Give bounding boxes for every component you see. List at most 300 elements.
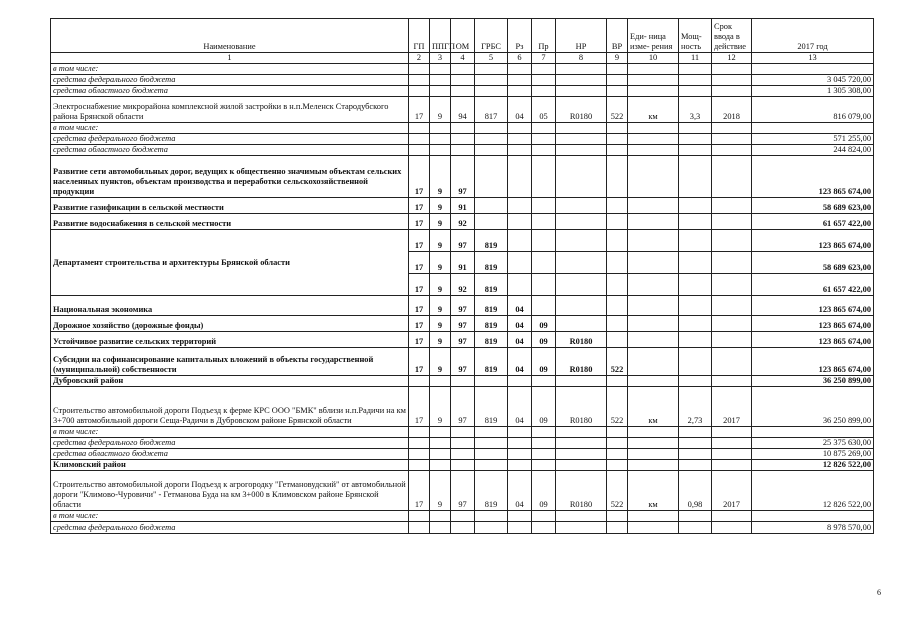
cell-ppgp	[430, 438, 451, 449]
cell-nr	[556, 64, 607, 75]
cell-om	[451, 145, 475, 156]
row-name: средства федерального бюджета	[51, 75, 409, 86]
cell-ppgp	[430, 145, 451, 156]
cell-unit	[628, 449, 679, 460]
cell-grbs	[475, 86, 508, 97]
cell-rz	[508, 64, 532, 75]
cell-grbs: 819	[475, 316, 508, 332]
cell-power	[679, 348, 712, 376]
cell-unit	[628, 64, 679, 75]
cell-nr	[556, 214, 607, 230]
cell-pr	[532, 438, 556, 449]
cell-amount: 244 824,00	[752, 145, 874, 156]
cell-ppgp	[430, 511, 451, 522]
cell-unit	[628, 134, 679, 145]
cell-amount: 25 375 630,00	[752, 438, 874, 449]
cell-pr	[532, 156, 556, 198]
cell-unit	[628, 274, 679, 296]
cell-term	[712, 214, 752, 230]
cell-amount: 123 865 674,00	[752, 156, 874, 198]
cell-ppgp	[430, 376, 451, 387]
cell-amount: 571 255,00	[752, 134, 874, 145]
row-name: Строительство автомобильной дороги Подъезд к ферме КРС ООО "БМК" вблизи н.п.Радичи на км 3+700 автомобильной дороги Сеща-Радичи в Дубровском районе Брянской области	[51, 387, 409, 427]
cell-term: 2017	[712, 471, 752, 511]
cell-grbs	[475, 123, 508, 134]
cell-term	[712, 123, 752, 134]
cell-vr: 522	[607, 97, 628, 123]
cell-term	[712, 296, 752, 316]
cell-power	[679, 427, 712, 438]
cell-om	[451, 460, 475, 471]
cell-grbs	[475, 134, 508, 145]
row-name: средства областного бюджета	[51, 86, 409, 97]
cell-amount: 816 079,00	[752, 97, 874, 123]
cell-vr	[607, 316, 628, 332]
cell-gp: 17	[409, 214, 430, 230]
cell-om: 92	[451, 274, 475, 296]
cell-rz	[508, 198, 532, 214]
cell-amount: 1 305 308,00	[752, 86, 874, 97]
cell-rz	[508, 145, 532, 156]
cell-rz	[508, 427, 532, 438]
cell-term	[712, 522, 752, 534]
cell-ppgp: 9	[430, 296, 451, 316]
cell-pr	[532, 230, 556, 252]
cell-pr	[532, 252, 556, 274]
cell-gp	[409, 427, 430, 438]
cell-grbs: 819	[475, 274, 508, 296]
cell-grbs: 819	[475, 230, 508, 252]
cell-power: 3,3	[679, 97, 712, 123]
row-name: Дорожное хозяйство (дорожные фонды)	[51, 316, 409, 332]
table-row	[51, 471, 874, 511]
cell-om	[451, 376, 475, 387]
cell-power	[679, 230, 712, 252]
table-row	[51, 348, 874, 376]
cell-power	[679, 511, 712, 522]
cell-om: 97	[451, 332, 475, 348]
cell-vr	[607, 156, 628, 198]
header-ppgp: ППГП	[430, 19, 451, 53]
cell-vr	[607, 296, 628, 316]
cell-ppgp: 9	[430, 471, 451, 511]
cell-rz	[508, 230, 532, 252]
cell-nr	[556, 252, 607, 274]
cell-term	[712, 156, 752, 198]
cell-term	[712, 511, 752, 522]
cell-grbs: 819	[475, 348, 508, 376]
cell-unit	[628, 156, 679, 198]
table-row	[51, 156, 874, 198]
cell-vr	[607, 86, 628, 97]
cell-term	[712, 316, 752, 332]
colnum: 1	[51, 53, 409, 64]
cell-amount: 61 657 422,00	[752, 274, 874, 296]
row-name: средства федерального бюджета	[51, 438, 409, 449]
colnum: 8	[556, 53, 607, 64]
cell-nr	[556, 274, 607, 296]
cell-grbs	[475, 145, 508, 156]
cell-rz	[508, 134, 532, 145]
cell-pr	[532, 64, 556, 75]
cell-ppgp: 9	[430, 156, 451, 198]
cell-vr	[607, 427, 628, 438]
table-row	[51, 86, 874, 97]
cell-pr	[532, 145, 556, 156]
cell-rz	[508, 376, 532, 387]
cell-gp: 17	[409, 316, 430, 332]
cell-amount	[752, 511, 874, 522]
cell-om	[451, 64, 475, 75]
cell-unit	[628, 522, 679, 534]
cell-unit	[628, 86, 679, 97]
cell-power	[679, 75, 712, 86]
cell-nr	[556, 145, 607, 156]
header-unit: Еди- ница изме- рения	[628, 19, 679, 53]
cell-rz	[508, 438, 532, 449]
cell-amount: 58 689 623,00	[752, 198, 874, 214]
cell-nr	[556, 522, 607, 534]
cell-ppgp: 9	[430, 214, 451, 230]
cell-nr	[556, 198, 607, 214]
cell-grbs	[475, 64, 508, 75]
cell-vr	[607, 214, 628, 230]
cell-grbs	[475, 75, 508, 86]
cell-gp	[409, 86, 430, 97]
header-row	[51, 19, 874, 53]
cell-gp	[409, 376, 430, 387]
cell-grbs	[475, 438, 508, 449]
cell-pr	[532, 214, 556, 230]
cell-term	[712, 332, 752, 348]
cell-rz: 04	[508, 296, 532, 316]
cell-grbs: 819	[475, 252, 508, 274]
cell-pr	[532, 427, 556, 438]
cell-om: 97	[451, 471, 475, 511]
cell-vr	[607, 376, 628, 387]
cell-power	[679, 316, 712, 332]
cell-vr	[607, 460, 628, 471]
cell-power	[679, 332, 712, 348]
cell-om: 91	[451, 252, 475, 274]
cell-power	[679, 522, 712, 534]
cell-rz	[508, 460, 532, 471]
cell-pr	[532, 522, 556, 534]
colnum: 12	[712, 53, 752, 64]
cell-power	[679, 252, 712, 274]
cell-gp	[409, 449, 430, 460]
cell-pr	[532, 460, 556, 471]
cell-pr	[532, 376, 556, 387]
cell-pr: 09	[532, 348, 556, 376]
cell-nr: R0180	[556, 332, 607, 348]
cell-nr	[556, 376, 607, 387]
cell-gp	[409, 64, 430, 75]
table-row	[51, 522, 874, 534]
table-row	[51, 316, 874, 332]
budget-table	[50, 18, 874, 534]
cell-amount: 123 865 674,00	[752, 332, 874, 348]
cell-om	[451, 427, 475, 438]
cell-ppgp	[430, 460, 451, 471]
cell-power: 0,98	[679, 471, 712, 511]
cell-gp	[409, 134, 430, 145]
cell-gp	[409, 522, 430, 534]
cell-rz: 04	[508, 332, 532, 348]
header-term: Срок ввода в действие	[712, 19, 752, 53]
cell-pr	[532, 75, 556, 86]
cell-power	[679, 64, 712, 75]
cell-rz: 04	[508, 348, 532, 376]
cell-vr	[607, 123, 628, 134]
cell-rz: 04	[508, 97, 532, 123]
cell-vr	[607, 449, 628, 460]
cell-gp: 17	[409, 296, 430, 316]
cell-ppgp: 9	[430, 198, 451, 214]
cell-gp: 17	[409, 332, 430, 348]
cell-nr	[556, 230, 607, 252]
cell-ppgp: 9	[430, 316, 451, 332]
cell-gp: 17	[409, 387, 430, 427]
cell-gp: 17	[409, 348, 430, 376]
cell-pr: 09	[532, 387, 556, 427]
cell-gp	[409, 145, 430, 156]
cell-ppgp: 9	[430, 348, 451, 376]
cell-pr: 05	[532, 97, 556, 123]
cell-amount: 12 826 522,00	[752, 471, 874, 511]
row-name: Развитие газификации в сельской местности	[51, 198, 409, 214]
cell-term	[712, 145, 752, 156]
colnum: 10	[628, 53, 679, 64]
row-name: Дубровский район	[51, 376, 409, 387]
cell-grbs	[475, 198, 508, 214]
cell-nr	[556, 449, 607, 460]
cell-term	[712, 274, 752, 296]
cell-ppgp: 9	[430, 387, 451, 427]
cell-power	[679, 296, 712, 316]
row-name: Электроснабжение микрорайона комплексной жилой застройки в н.п.Меленск Стародубского района Брянской области	[51, 97, 409, 123]
cell-term	[712, 230, 752, 252]
row-name: средства федерального бюджета	[51, 522, 409, 534]
cell-term	[712, 198, 752, 214]
table-row	[51, 438, 874, 449]
cell-nr: R0180	[556, 387, 607, 427]
cell-gp: 17	[409, 230, 430, 252]
header-nr: НР	[556, 19, 607, 53]
cell-term	[712, 427, 752, 438]
cell-unit	[628, 438, 679, 449]
cell-rz	[508, 156, 532, 198]
cell-grbs	[475, 214, 508, 230]
cell-vr: 522	[607, 348, 628, 376]
cell-pr	[532, 511, 556, 522]
cell-grbs	[475, 427, 508, 438]
cell-gp	[409, 75, 430, 86]
cell-om	[451, 86, 475, 97]
cell-term	[712, 64, 752, 75]
cell-rz	[508, 511, 532, 522]
row-name: в том числе:	[51, 511, 409, 522]
colnum: 13	[752, 53, 874, 64]
cell-gp	[409, 123, 430, 134]
column-number-row	[51, 53, 874, 64]
cell-gp	[409, 438, 430, 449]
cell-gp: 17	[409, 274, 430, 296]
cell-rz	[508, 86, 532, 97]
cell-vr	[607, 198, 628, 214]
row-name: Субсидии на софинансирование капитальных вложений в объекты государственной (муниципальной) собственности	[51, 348, 409, 376]
cell-rz: 04	[508, 471, 532, 511]
header-gp: ГП	[409, 19, 430, 53]
table-row	[51, 511, 874, 522]
cell-rz: 04	[508, 387, 532, 427]
cell-rz	[508, 522, 532, 534]
header-year: 2017 год	[752, 19, 874, 53]
header-power: Мощ- ность	[679, 19, 712, 53]
cell-unit	[628, 376, 679, 387]
cell-nr	[556, 316, 607, 332]
cell-amount: 10 875 269,00	[752, 449, 874, 460]
table-row	[51, 145, 874, 156]
cell-unit	[628, 332, 679, 348]
cell-grbs	[475, 511, 508, 522]
cell-gp: 17	[409, 97, 430, 123]
cell-vr	[607, 64, 628, 75]
cell-power	[679, 274, 712, 296]
colnum: 3	[430, 53, 451, 64]
cell-grbs	[475, 449, 508, 460]
cell-nr	[556, 438, 607, 449]
cell-om: 97	[451, 296, 475, 316]
table-row	[51, 64, 874, 75]
department-name: Департамент строительства и архитектуры Брянской области	[51, 230, 409, 296]
cell-vr	[607, 252, 628, 274]
cell-om: 92	[451, 214, 475, 230]
header-pr: Пр	[532, 19, 556, 53]
cell-term	[712, 252, 752, 274]
cell-rz	[508, 214, 532, 230]
cell-power	[679, 198, 712, 214]
cell-amount: 123 865 674,00	[752, 348, 874, 376]
cell-term	[712, 438, 752, 449]
cell-power	[679, 156, 712, 198]
row-name: средства областного бюджета	[51, 145, 409, 156]
table-row	[51, 75, 874, 86]
cell-ppgp: 9	[430, 332, 451, 348]
cell-om: 97	[451, 156, 475, 198]
page-number: 6	[877, 588, 881, 597]
cell-vr	[607, 332, 628, 348]
table-row	[51, 97, 874, 123]
colnum: 7	[532, 53, 556, 64]
cell-rz	[508, 123, 532, 134]
cell-vr	[607, 522, 628, 534]
cell-vr	[607, 438, 628, 449]
cell-pr	[532, 449, 556, 460]
cell-gp	[409, 511, 430, 522]
row-name: Климовский район	[51, 460, 409, 471]
cell-unit	[628, 75, 679, 86]
cell-vr	[607, 145, 628, 156]
cell-pr	[532, 123, 556, 134]
cell-gp: 17	[409, 471, 430, 511]
cell-term	[712, 86, 752, 97]
table-row	[51, 387, 874, 427]
cell-ppgp: 9	[430, 97, 451, 123]
cell-unit	[628, 427, 679, 438]
cell-ppgp	[430, 123, 451, 134]
cell-term	[712, 376, 752, 387]
cell-om: 91	[451, 198, 475, 214]
cell-pr: 09	[532, 332, 556, 348]
row-name: Устойчивое развитие сельских территорий	[51, 332, 409, 348]
cell-pr	[532, 274, 556, 296]
cell-amount: 123 865 674,00	[752, 230, 874, 252]
cell-pr	[532, 134, 556, 145]
header-grbs: ГРБС	[475, 19, 508, 53]
cell-vr	[607, 274, 628, 296]
cell-grbs	[475, 376, 508, 387]
colnum: 4	[451, 53, 475, 64]
cell-term	[712, 449, 752, 460]
cell-amount: 36 250 899,00	[752, 387, 874, 427]
cell-amount	[752, 64, 874, 75]
cell-term	[712, 75, 752, 86]
cell-amount	[752, 123, 874, 134]
cell-om	[451, 75, 475, 86]
cell-ppgp	[430, 75, 451, 86]
cell-rz	[508, 449, 532, 460]
header-om: ОМ	[451, 19, 475, 53]
cell-nr: R0180	[556, 348, 607, 376]
cell-unit	[628, 198, 679, 214]
table-body	[51, 19, 874, 534]
cell-om: 97	[451, 387, 475, 427]
cell-nr: R0180	[556, 97, 607, 123]
table-row	[51, 230, 874, 252]
cell-nr	[556, 296, 607, 316]
cell-ppgp	[430, 86, 451, 97]
cell-grbs: 819	[475, 471, 508, 511]
colnum: 5	[475, 53, 508, 64]
cell-rz	[508, 75, 532, 86]
cell-amount: 36 250 899,00	[752, 376, 874, 387]
table-row	[51, 198, 874, 214]
cell-ppgp: 9	[430, 230, 451, 252]
cell-om	[451, 123, 475, 134]
cell-gp: 17	[409, 252, 430, 274]
cell-ppgp	[430, 449, 451, 460]
cell-amount: 61 657 422,00	[752, 214, 874, 230]
header-vr: ВР	[607, 19, 628, 53]
cell-vr	[607, 230, 628, 252]
cell-pr	[532, 198, 556, 214]
cell-power: 2,73	[679, 387, 712, 427]
cell-om	[451, 511, 475, 522]
cell-term	[712, 460, 752, 471]
cell-pr	[532, 296, 556, 316]
cell-nr	[556, 86, 607, 97]
cell-pr: 09	[532, 316, 556, 332]
cell-grbs: 819	[475, 296, 508, 316]
row-name: Национальная экономика	[51, 296, 409, 316]
cell-grbs	[475, 156, 508, 198]
cell-nr	[556, 123, 607, 134]
cell-unit	[628, 348, 679, 376]
cell-power	[679, 123, 712, 134]
cell-unit	[628, 316, 679, 332]
cell-unit	[628, 460, 679, 471]
